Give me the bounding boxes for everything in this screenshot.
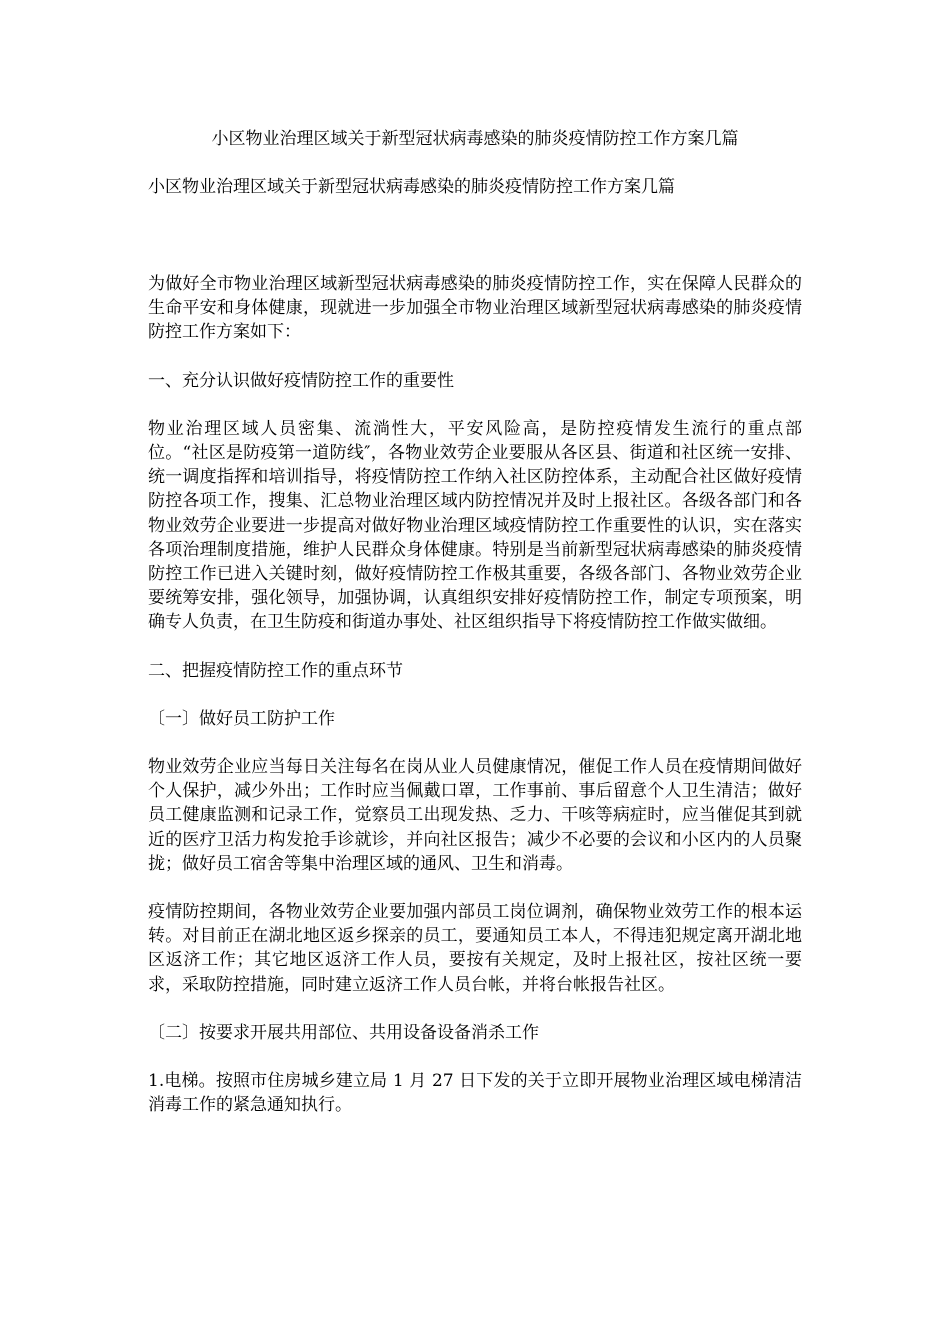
document-body xyxy=(148,272,802,1141)
subsection-1-heading: 〔一〕做好员工防护工作 xyxy=(148,708,335,729)
subsection-2-paragraph-1: 1.电梯。按照市住房城乡建立局 1 月 27 日下发的关于立即开展物业治理区域电梯清洁消毒工作的紧急通知执行。 xyxy=(148,1071,802,1116)
subsection-2-heading: 〔二〕按要求开展共用部位、共用设备设备消杀工作 xyxy=(148,1022,539,1043)
subsection-1-paragraph-2: 疫情防控期间，各物业效劳企业要加强内部员工岗位调剂，确保物业效劳工作的根本运转。对目前正在湖北地区返乡探亲的员工，要通知员工本人，不得违犯规定离开湖北地区返济工作；其它地区返济工作人员，要按有关规定，及时上报社区，按社区统一要求，采取防控措施，同时建立返济工作人员台帐，并将台帐报告社区。 xyxy=(148,902,802,995)
section-1-paragraph: 物业治理区域人员密集、流淌性大，平安风险高，是防控疫情发生流行的重点部位。“社区是防疫第一道防线″，各物业效劳企业要服从各区县、街道和社区统一安排、统一调度指挥和培训指导，将疫情防控工作纳入社区防控体系，主动配合社区做好疫情防控各项工作，搜集、汇总物业治理区域内防控情况并及时上报社区。各级各部门和各物业效劳企业要进一步提高对做好物业治理区域疫情防控工作重要性的认识，实在落实各项治理制度措施，维护人民群众身体健康。特别是当前新型冠状病毒感染的肺炎疫情防控工作已进入关键时刻，做好疫情防控工作极其重要，各级各部门、各物业效劳企业要统筹安排，强化领导，加强协调，认真组织安排好疫情防控工作，制定专项预案，明确专人负责，在卫生防疫和街道办事处、社区组织指导下将疫情防控工作做实做细。 xyxy=(148,418,802,633)
intro-paragraph: 为做好全市物业治理区域新型冠状病毒感染的肺炎疫情防控工作，实在保障人民群众的生命平安和身体健康，现就进一步加强全市物业治理区域新型冠状病毒感染的肺炎疫情防控工作方案如下： xyxy=(148,274,802,343)
subsection-1-paragraph-1: 物业效劳企业应当每日关注每名在岗从业人员健康情况，催促工作人员在疫情期间做好个人保护，减少外出；工作时应当佩戴口罩，工作事前、事后留意个人卫生清洁；做好员工健康监测和记录工作，觉察员工出现发热、乏力、干咳等病症时，应当催促其到就近的医疗卫活力构发抢手诊就诊，并向社区报告；减少不必要的会议和小区内的人员聚拢；做好员工宿舍等集中治理区域的通风、卫生和消毒。 xyxy=(148,757,802,874)
document-title: 小区物业治理区域关于新型冠状病毒感染的肺炎疫情防控工作方案几篇 xyxy=(211,129,739,149)
document-subtitle: 小区物业治理区域关于新型冠状病毒感染的肺炎疫情防控工作方案几篇 xyxy=(148,177,675,197)
section-1-heading: 一、充分认识做好疫情防控工作的重要性 xyxy=(148,370,454,391)
section-2-heading: 二、把握疫情防控工作的重点环节 xyxy=(148,660,403,681)
